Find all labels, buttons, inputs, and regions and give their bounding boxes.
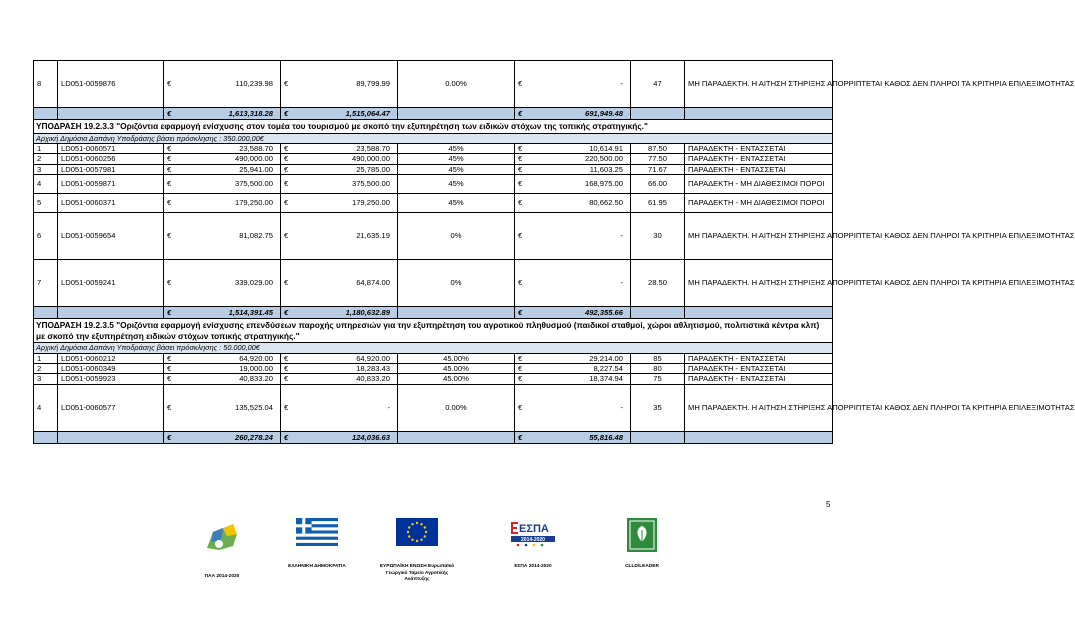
table-row — [34, 194, 833, 213]
eligible-cost-value: 25,785.00 — [356, 164, 390, 174]
euro-sign: € — [284, 164, 289, 174]
espa-block — [498, 518, 568, 571]
total-eligible-sum — [281, 431, 398, 443]
eligible-cost-value: 40,833.20 — [356, 374, 390, 384]
total-cost-sum — [164, 307, 281, 319]
euro-sign: € — [167, 403, 172, 413]
aid-rate: 45% — [398, 194, 515, 213]
application-code: LD051-0060371 — [58, 194, 164, 213]
section-title: ΥΠΟΔΡΑΣΗ 19.2.3.5 "Οριζόντια εφαρμογή ενίσχυσης επενδύσεων παροχής υπηρεσιών για την εξυπηρέτηση του αγροτικού πληθυσμού (παιδικοί σταθμοί, χώροι αθλητισμού, πολιτιστικά κέντρα κλπ) με σκοπό την εξυπηρέτηση ειδικών στόχων τοπικής στρατηγικής." — [34, 319, 833, 343]
total-cost — [164, 175, 281, 194]
total-blank — [34, 108, 58, 120]
euro-sign: € — [167, 179, 172, 189]
budget-row — [34, 133, 833, 143]
row-number: 5 — [34, 194, 58, 213]
score: 47 — [631, 61, 685, 108]
total-blank — [34, 307, 58, 319]
application-code: LD051-0059876 — [58, 61, 164, 108]
total-cost-sum-value: 1,514,391.45 — [228, 307, 273, 317]
public-subsidy — [515, 154, 631, 164]
total-cost-value: 19,000.00 — [239, 363, 273, 373]
application-code: LD051-0059871 — [58, 175, 164, 194]
total-cost-value: 81,082.75 — [239, 231, 273, 241]
row-number: 2 — [34, 154, 58, 164]
total-cost — [164, 384, 281, 431]
public-subsidy-value: 18,374.94 — [589, 374, 623, 384]
total-blank — [685, 108, 833, 120]
eligible-cost-value: 18,283.43 — [356, 363, 390, 373]
status: ΠΑΡΑΔΕΚΤΗ - ΕΝΤΑΣΣΕΤΑΙ — [685, 143, 833, 153]
score: 28.50 — [631, 260, 685, 307]
total-cost-sum — [164, 108, 281, 120]
eligible-cost — [281, 154, 398, 164]
public-subsidy-value: 220,500.00 — [584, 154, 623, 164]
row-number: 3 — [34, 164, 58, 174]
total-cost — [164, 363, 281, 373]
eligible-cost-value: 179,250.00 — [351, 198, 390, 208]
public-subsidy-value: - — [620, 231, 623, 241]
eligible-cost — [281, 143, 398, 153]
table-row — [34, 143, 833, 153]
total-blank — [58, 307, 164, 319]
aid-rate: 45.00% — [398, 363, 515, 373]
status: ΠΑΡΑΔΕΚΤΗ - ΕΝΤΑΣΣΕΤΑΙ — [685, 353, 833, 363]
leader-logo-icon — [627, 518, 657, 552]
public-subsidy — [515, 213, 631, 260]
total-row — [34, 307, 833, 319]
eligible-cost — [281, 260, 398, 307]
euro-sign: € — [284, 403, 289, 413]
status: ΜΗ ΠΑΡΑΔΕΚΤΗ. Η ΑΙΤΗΣΗ ΣΤΗΡΙΞΗΣ ΑΠΟΡΡΙΠΤΕΤΑΙ ΚΑΘΟΣ ΔΕΝ ΠΛΗΡΟΙ ΤΑ ΚΡΙΤΗΡΙΑ ΕΠΙΛΕΞΙΜΟΤΗΤΑΣ — [685, 260, 833, 307]
aid-rate: 45% — [398, 164, 515, 174]
table-row — [34, 61, 833, 108]
public-subsidy — [515, 143, 631, 153]
aid-rate: 0.00% — [398, 384, 515, 431]
total-cost-sum-value: 260,278.24 — [234, 432, 273, 442]
table-row — [34, 213, 833, 260]
total-blank — [398, 431, 515, 443]
eu-star — [420, 539, 422, 541]
euro-sign: € — [518, 363, 523, 373]
score: 80 — [631, 363, 685, 373]
eu-star — [416, 540, 418, 542]
application-code: LD051-0060349 — [58, 363, 164, 373]
eligible-cost-value: 375,500.00 — [351, 179, 390, 189]
eligible-cost — [281, 194, 398, 213]
aid-rate: 45% — [398, 143, 515, 153]
euro-sign: € — [167, 307, 172, 317]
application-code: LD051-0059241 — [58, 260, 164, 307]
row-number: 1 — [34, 143, 58, 153]
table-row — [34, 353, 833, 363]
status: ΠΑΡΑΔΕΚΤΗ - ΜΗ ΔΙΑΘΕΣΙΜΟΙ ΠΟΡΟΙ — [685, 175, 833, 194]
eligible-cost-value: 89,799.99 — [356, 79, 390, 89]
euro-sign: € — [284, 432, 289, 442]
row-number: 2 — [34, 363, 58, 373]
leader-block — [612, 518, 672, 571]
euro-sign: € — [518, 403, 523, 413]
total-cost-sum-value: 1,613,318.28 — [228, 108, 273, 118]
leader-caption: CLLD/LEADER — [625, 564, 659, 569]
euro-sign: € — [167, 363, 172, 373]
eu-star — [425, 531, 427, 533]
status: ΜΗ ΠΑΡΑΔΕΚΤΗ. Η ΑΙΤΗΣΗ ΣΤΗΡΙΞΗΣ ΑΠΟΡΡΙΠΤΕΤΑΙ ΚΑΘΟΣ ΔΕΝ ΠΛΗΡΟΙ ΤΑ ΚΡΙΤΗΡΙΑ ΕΠΙΛΕΞΙΜΟΤΗΤΑΣ — [685, 384, 833, 431]
euro-sign: € — [167, 278, 172, 288]
aid-rate: 0.00% — [398, 61, 515, 108]
total-cost-value: 179,250.00 — [234, 198, 273, 208]
total-cost-value: 25,941.00 — [239, 164, 273, 174]
paa-logo-icon — [199, 518, 245, 558]
euro-sign: € — [284, 363, 289, 373]
euro-sign: € — [518, 154, 523, 164]
public-subsidy-value: 168,975.00 — [584, 179, 623, 189]
euro-sign: € — [284, 108, 289, 118]
total-subsidy-sum-value: 55,816.48 — [589, 432, 623, 442]
total-cost — [164, 154, 281, 164]
total-blank — [58, 431, 164, 443]
budget-row — [34, 343, 833, 353]
euro-sign: € — [518, 143, 523, 153]
table-row — [34, 164, 833, 174]
euro-sign: € — [167, 353, 172, 363]
espa-logo-icon — [508, 518, 558, 548]
total-cost-value: 490,000.00 — [234, 154, 273, 164]
euro-sign: € — [518, 278, 523, 288]
public-subsidy — [515, 61, 631, 108]
total-eligible-sum — [281, 108, 398, 120]
total-blank — [58, 108, 164, 120]
euro-sign: € — [284, 143, 289, 153]
paa-logo-block — [192, 518, 252, 581]
eligible-cost-value: - — [387, 403, 390, 413]
row-number: 6 — [34, 213, 58, 260]
euro-sign: € — [284, 79, 289, 89]
eligible-cost-value: 490,000.00 — [351, 154, 390, 164]
total-cost — [164, 143, 281, 153]
eligible-cost-value: 64,920.00 — [356, 353, 390, 363]
total-cost-value: 40,833.20 — [239, 374, 273, 384]
total-blank — [631, 431, 685, 443]
status: ΠΑΡΑΔΕΚΤΗ - ΕΝΤΑΣΣΕΤΑΙ — [685, 154, 833, 164]
public-subsidy — [515, 363, 631, 373]
eu-flag-block — [378, 518, 456, 584]
euro-sign: € — [167, 143, 172, 153]
public-subsidy-value: - — [620, 278, 623, 288]
eu-star — [407, 531, 409, 533]
eu-star — [416, 522, 418, 524]
status: ΠΑΡΑΔΕΚΤΗ - ΕΝΤΑΣΣΕΤΑΙ — [685, 164, 833, 174]
table-row — [34, 154, 833, 164]
budget-note: Αρχική Δημόσια Δαπάνη Υποδράσης βάσει πρόσκλησης : 50.000,00€ — [34, 343, 833, 353]
total-blank — [685, 431, 833, 443]
public-subsidy — [515, 353, 631, 363]
status: ΠΑΡΑΔΕΚΤΗ - ΕΝΤΑΣΣΕΤΑΙ — [685, 374, 833, 384]
public-subsidy — [515, 384, 631, 431]
greek-flag-icon — [296, 518, 338, 546]
eu-star — [424, 535, 426, 537]
total-cost — [164, 374, 281, 384]
eligible-cost — [281, 363, 398, 373]
total-cost-value: 23,588.70 — [239, 143, 273, 153]
public-subsidy-value: 11,603.25 — [589, 164, 623, 174]
euro-sign: € — [518, 198, 523, 208]
total-eligible-sum-value: 124,036.63 — [351, 432, 390, 442]
total-subsidy-sum — [515, 431, 631, 443]
total-subsidy-sum-value: 492,355.66 — [584, 307, 623, 317]
total-cost-value: 375,500.00 — [234, 179, 273, 189]
public-subsidy-value: 29,214.00 — [589, 353, 623, 363]
status: ΜΗ ΠΑΡΑΔΕΚΤΗ. Η ΑΙΤΗΣΗ ΣΤΗΡΙΞΗΣ ΑΠΟΡΡΙΠΤΕΤΑΙ ΚΑΘΟΣ ΔΕΝ ΠΛΗΡΟΙ ΤΑ ΚΡΙΤΗΡΙΑ ΕΠΙΛΕΞΙΜΟΤΗΤΑΣ — [685, 61, 833, 108]
eligible-cost — [281, 213, 398, 260]
public-subsidy — [515, 175, 631, 194]
section-title-row — [34, 319, 833, 343]
public-subsidy-value: 8,227.54 — [593, 363, 623, 373]
total-eligible-sum — [281, 307, 398, 319]
paa-caption: ΠΑΑ 2014-2020 — [204, 574, 240, 579]
eu-star — [411, 523, 413, 525]
total-cost — [164, 194, 281, 213]
euro-sign: € — [284, 231, 289, 241]
eligible-cost-value: 64,874.00 — [356, 278, 390, 288]
page-number: 5 — [826, 500, 831, 509]
row-number: 4 — [34, 175, 58, 194]
score: 77.50 — [631, 154, 685, 164]
euro-sign: € — [518, 374, 523, 384]
total-cost — [164, 213, 281, 260]
total-cost-value: 110,239.98 — [235, 79, 273, 89]
public-subsidy-value: 10,614.91 — [589, 143, 623, 153]
table-row — [34, 260, 833, 307]
total-subsidy-sum — [515, 108, 631, 120]
results-table — [33, 60, 1075, 444]
svg-text:2014-2020: 2014-2020 — [521, 537, 545, 543]
total-blank — [631, 108, 685, 120]
status: ΜΗ ΠΑΡΑΔΕΚΤΗ. Η ΑΙΤΗΣΗ ΣΤΗΡΙΞΗΣ ΑΠΟΡΡΙΠΤΕΤΑΙ ΚΑΘΟΣ ΔΕΝ ΠΛΗΡΟΙ ΤΑ ΚΡΙΤΗΡΙΑ ΕΠΙΛΕΞΙΜΟΤΗΤΑΣ — [685, 213, 833, 260]
row-number: 8 — [34, 61, 58, 108]
public-subsidy-value: - — [620, 79, 623, 89]
greek-flag-block — [282, 518, 352, 571]
euro-sign: € — [284, 154, 289, 164]
score: 30 — [631, 213, 685, 260]
eu-star — [424, 526, 426, 528]
euro-sign: € — [518, 231, 523, 241]
euro-sign: € — [284, 353, 289, 363]
euro-sign: € — [518, 108, 523, 118]
euro-sign: € — [167, 154, 172, 164]
table-row — [34, 374, 833, 384]
score: 75 — [631, 374, 685, 384]
total-cost — [164, 164, 281, 174]
euro-sign: € — [167, 108, 172, 118]
application-code: LD051-0060256 — [58, 154, 164, 164]
total-cost-value: 64,920.00 — [239, 353, 273, 363]
row-number: 3 — [34, 374, 58, 384]
table-row — [34, 384, 833, 431]
total-subsidy-sum-value: 691,949.48 — [584, 108, 623, 118]
score: 61.95 — [631, 194, 685, 213]
greek-caption: ΕΛΛΗΝΙΚΗ ΔΗΜΟΚΡΑΤΙΑ — [288, 564, 346, 569]
eligible-cost — [281, 374, 398, 384]
eligible-cost — [281, 384, 398, 431]
score: 87.50 — [631, 143, 685, 153]
section-title-row — [34, 120, 833, 134]
aid-rate: 45% — [398, 175, 515, 194]
application-code: LD051-0060577 — [58, 384, 164, 431]
eu-star — [411, 539, 413, 541]
aid-rate: 0% — [398, 213, 515, 260]
total-cost — [164, 61, 281, 108]
euro-sign: € — [284, 179, 289, 189]
euro-sign: € — [284, 307, 289, 317]
aid-rate: 0% — [398, 260, 515, 307]
euro-sign: € — [167, 432, 172, 442]
status: ΠΑΡΑΔΕΚΤΗ - ΕΝΤΑΣΣΕΤΑΙ — [685, 363, 833, 373]
total-blank — [34, 431, 58, 443]
total-cost — [164, 260, 281, 307]
eligible-cost — [281, 175, 398, 194]
euro-sign: € — [284, 278, 289, 288]
euro-sign: € — [518, 353, 523, 363]
public-subsidy — [515, 164, 631, 174]
total-blank — [398, 108, 515, 120]
application-code: LD051-0060212 — [58, 353, 164, 363]
euro-sign: € — [518, 307, 523, 317]
section-title: ΥΠΟΔΡΑΣΗ 19.2.3.3 "Οριζόντια εφαρμογή ενίσχυσης στον τομέα του τουρισμού με σκοπό την εξυπηρέτηση των ειδικών στόχων της τοπικής στρατηγικής." — [34, 120, 833, 134]
aid-rate: 45.00% — [398, 374, 515, 384]
svg-text:ΕΣΠΑ: ΕΣΠΑ — [519, 523, 549, 535]
euro-sign: € — [167, 79, 172, 89]
total-cost — [164, 353, 281, 363]
public-subsidy-value: - — [620, 403, 623, 413]
total-eligible-sum-value: 1,180,632.89 — [345, 307, 390, 317]
status: ΠΑΡΑΔΕΚΤΗ - ΜΗ ΔΙΑΘΕΣΙΜΟΙ ΠΟΡΟΙ — [685, 194, 833, 213]
eligible-cost — [281, 353, 398, 363]
aid-rate: 45.00% — [398, 353, 515, 363]
total-cost-sum — [164, 431, 281, 443]
eligible-cost-value: 23,588.70 — [356, 143, 390, 153]
table-row — [34, 363, 833, 373]
budget-note: Αρχική Δημόσια Δαπάνη Υποδράσης βάσει πρόσκλησης : 350.000,00€ — [34, 133, 833, 143]
euro-sign: € — [284, 198, 289, 208]
row-number: 1 — [34, 353, 58, 363]
application-code: LD051-0059923 — [58, 374, 164, 384]
eu-flag-icon — [396, 518, 438, 546]
eu-star — [420, 523, 422, 525]
eligible-cost — [281, 61, 398, 108]
total-subsidy-sum — [515, 307, 631, 319]
eu-star — [408, 535, 410, 537]
total-row — [34, 108, 833, 120]
total-row — [34, 431, 833, 443]
euro-sign: € — [284, 374, 289, 384]
espa-caption: ΕΣΠΑ 2014-2020 — [514, 564, 552, 569]
score: 35 — [631, 384, 685, 431]
eu-star — [408, 526, 410, 528]
public-subsidy — [515, 260, 631, 307]
euro-sign: € — [167, 198, 172, 208]
score: 85 — [631, 353, 685, 363]
euro-sign: € — [518, 164, 523, 174]
eu-caption: ΕΥΡΩΠΑΪΚΗ ΕΝΩΣΗ Ευρωπαϊκό Γεωργικό Ταμείο Αγροτικής Ανάπτυξης — [379, 564, 455, 582]
total-blank — [631, 307, 685, 319]
euro-sign: € — [518, 179, 523, 189]
total-eligible-sum-value: 1,515,064.47 — [345, 108, 390, 118]
total-blank — [685, 307, 833, 319]
euro-sign: € — [167, 164, 172, 174]
footer-logos — [0, 515, 900, 595]
application-code: LD051-0057981 — [58, 164, 164, 174]
public-subsidy — [515, 194, 631, 213]
table-row — [34, 175, 833, 194]
total-blank — [398, 307, 515, 319]
euro-sign: € — [167, 231, 172, 241]
row-number: 7 — [34, 260, 58, 307]
score: 66.00 — [631, 175, 685, 194]
euro-sign: € — [518, 432, 523, 442]
aid-rate: 45% — [398, 154, 515, 164]
score: 71.67 — [631, 164, 685, 174]
total-cost-value: 339,029.00 — [234, 278, 273, 288]
row-number: 4 — [34, 384, 58, 431]
euro-sign: € — [518, 79, 523, 89]
public-subsidy-value: 80,662.50 — [589, 198, 623, 208]
eligible-cost-value: 21,635.19 — [356, 231, 390, 241]
total-cost-value: 135,525.04 — [234, 403, 273, 413]
application-code: LD051-0060571 — [58, 143, 164, 153]
public-subsidy — [515, 374, 631, 384]
euro-sign: € — [167, 374, 172, 384]
eligible-cost — [281, 164, 398, 174]
application-code: LD051-0059654 — [58, 213, 164, 260]
